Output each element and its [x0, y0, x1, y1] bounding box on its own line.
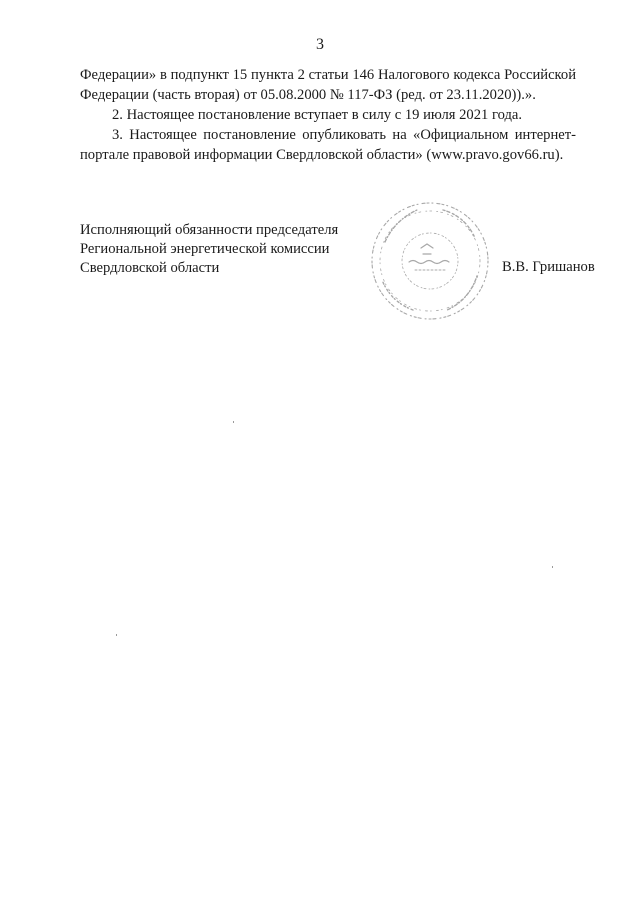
position-line: Свердловской области — [80, 260, 220, 276]
official-seal-stamp — [365, 196, 495, 326]
scan-speck — [233, 421, 234, 423]
paragraph-item-2: 2. Настоящее постановление вступает в силу с 19 июля 2021 года. — [112, 107, 522, 123]
page-number: 3 — [316, 36, 324, 53]
signature-position-block — [80, 221, 338, 278]
document-body — [80, 65, 576, 165]
scan-speck — [116, 634, 117, 636]
position-line: Исполняющий обязанности председателя — [80, 222, 339, 238]
paragraph-continuation: Федерации» в подпункт 15 пункта 2 статьи 146 Налогового кодекса Российской Федерации (часть вторая) от 05.08.2000 № 117-ФЗ (ред. от 23.11.2020)).». — [80, 67, 576, 103]
scan-speck — [552, 566, 553, 568]
position-line: Региональной энергетической комиссии — [80, 241, 330, 257]
signer-name: В.В. Гришанов — [502, 259, 595, 275]
paragraph-item-3: 3. Настоящее постановление опубликовать на «Официальном интернет-портале правовой информации Свердловской области» (www.pravo.gov66.ru). — [80, 127, 576, 163]
